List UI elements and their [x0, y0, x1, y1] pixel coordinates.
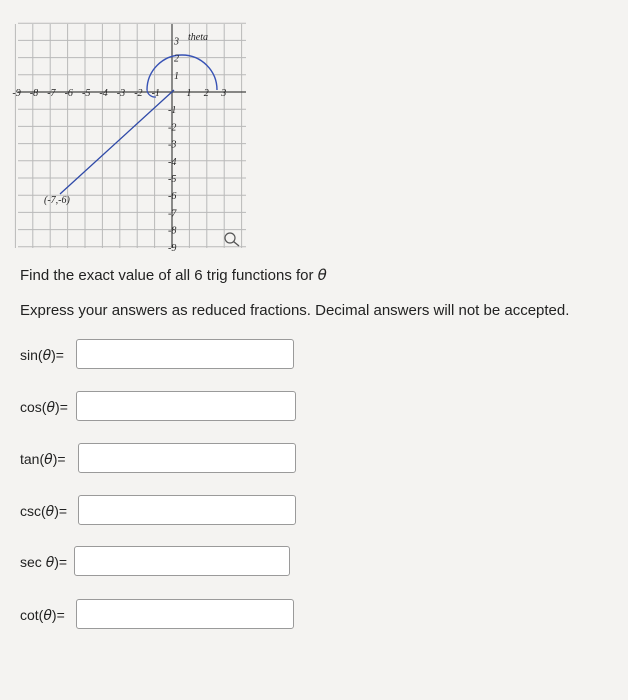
x-tick-label: -3 — [116, 88, 126, 99]
cos-input[interactable] — [76, 391, 296, 421]
row-cos — [20, 391, 300, 425]
csc-input[interactable] — [78, 495, 296, 525]
x-tick-label: 1 — [186, 88, 192, 99]
y-tick-label: 3 — [174, 36, 179, 48]
tan-input[interactable] — [78, 443, 296, 473]
point-label: (-7,-6) — [44, 195, 70, 206]
y-tick-label: -2 — [168, 122, 177, 134]
x-tick-labels — [12, 88, 226, 99]
row-cot — [20, 599, 300, 633]
sec-input[interactable] — [74, 546, 290, 576]
row-csc — [20, 495, 300, 529]
y-tick-label: 2 — [174, 53, 179, 65]
cot-input[interactable] — [76, 599, 294, 629]
cos-label: cos(θ)= — [20, 399, 68, 416]
format-note: Express your answers as reduced fractions. Decimal answers will not be accepted. — [20, 302, 570, 319]
y-tick-label: -1 — [168, 105, 177, 117]
x-tick-label: -5 — [82, 88, 91, 99]
x-tick-label: 2 — [203, 88, 209, 99]
y-tick-label: -7 — [168, 208, 177, 220]
magnifier-icon[interactable] — [225, 233, 239, 246]
y-tick-label: -4 — [168, 156, 177, 168]
x-tick-label: 3 — [221, 88, 227, 99]
row-sin — [20, 339, 300, 373]
x-tick-label: -9 — [12, 88, 21, 99]
theta-label: theta — [188, 32, 208, 43]
y-tick-label: -5 — [168, 174, 177, 185]
graph-grid — [15, 23, 246, 248]
instruction-text: Find the exact value of all 6 trig functions for — [20, 267, 314, 284]
sin-input[interactable] — [76, 339, 294, 369]
row-sec — [20, 546, 300, 580]
csc-label: csc(θ)= — [20, 503, 68, 520]
x-tick-label: -1 — [151, 88, 160, 99]
y-tick-label: -9 — [168, 242, 177, 254]
sec-label: sec θ)= — [20, 554, 68, 571]
tan-label: tan(θ)= — [20, 451, 66, 468]
cot-label: cot(θ)= — [20, 607, 65, 624]
y-tick-label: 1 — [174, 70, 179, 82]
sin-label: sin(θ)= — [20, 347, 64, 364]
x-tick-label: -6 — [64, 88, 73, 99]
x-tick-label: -8 — [29, 88, 39, 99]
coordinate-graph — [0, 0, 628, 262]
y-tick-label: -8 — [168, 225, 177, 237]
theta-symbol: θ — [317, 266, 327, 284]
x-tick-label: -7 — [47, 88, 56, 99]
row-tan — [20, 443, 300, 477]
y-tick-labels — [168, 36, 179, 253]
y-tick-label: -3 — [168, 139, 177, 151]
instruction-line — [20, 266, 327, 284]
x-tick-label: -2 — [134, 88, 143, 99]
x-tick-label: -4 — [99, 88, 108, 99]
y-tick-label: -6 — [168, 191, 177, 203]
